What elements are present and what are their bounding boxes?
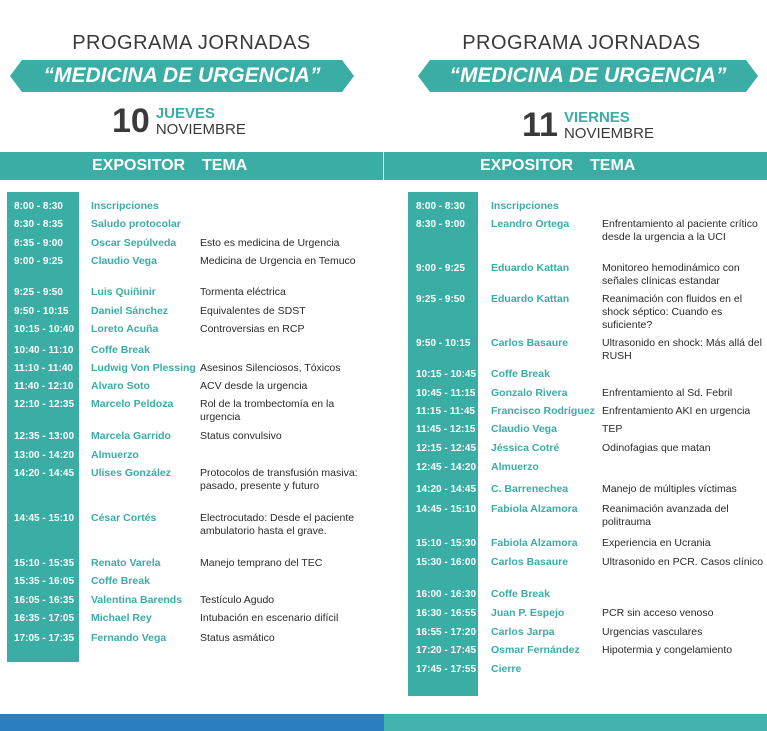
time-slot: 11:10 - 11:40 — [14, 363, 73, 374]
topic-text: Rol de la trombectomía en la urgencia — [200, 398, 335, 423]
topic-text: TEP — [602, 423, 623, 435]
day-label — [112, 102, 246, 141]
topic-text: PCR sin acceso venoso — [602, 607, 714, 619]
topic-text: Controversias en RCP — [200, 323, 305, 335]
time-slot: 16:55 - 17:20 — [416, 627, 477, 638]
day-number: 11 — [522, 106, 558, 144]
speaker-name: Valentina Barends — [91, 594, 183, 606]
speaker-name: Jéssica Cotré — [491, 442, 560, 454]
speaker-name: Carlos Basaure — [491, 556, 569, 568]
time-slot: 16:35 - 17:05 — [14, 613, 75, 624]
time-slot: 10:15 - 10:45 — [416, 369, 477, 380]
speaker-name: Oscar Sepúlveda — [91, 237, 177, 249]
time-slot: 8:00 - 8:30 — [14, 201, 63, 212]
time-slot: 9:25 - 9:50 — [14, 287, 63, 298]
time-slot: 10:40 - 11:10 — [14, 345, 74, 356]
time-slot: 10:45 - 11:15 — [416, 388, 476, 399]
time-slot: 11:15 - 11:45 — [416, 406, 475, 417]
speaker-name: Eduardo Kattan — [491, 262, 570, 274]
speaker-name: Daniel Sánchez — [91, 305, 169, 317]
topic-text: Asesinos Silenciosos, Tóxicos — [200, 362, 341, 374]
event-banner: “MEDICINA DE URGENCIA” — [22, 60, 342, 92]
time-slot: 15:10 - 15:30 — [416, 538, 477, 549]
time-slot: 15:30 - 16:00 — [416, 557, 477, 568]
speaker-name: Coffe Break — [491, 588, 550, 600]
speaker-name: Ulises González — [91, 467, 171, 479]
speaker-name: Claudio Vega — [91, 255, 157, 267]
time-slot: 14:20 - 14:45 — [14, 468, 75, 479]
day-1-header — [0, 0, 383, 150]
col-speaker-header: EXPOSITOR — [92, 157, 186, 174]
speaker-name: Gonzalo Rivera — [491, 387, 568, 399]
time-slot: 9:00 - 9:25 — [416, 263, 465, 274]
time-slot: 16:00 - 16:30 — [416, 589, 477, 600]
topic-text: Tormenta eléctrica — [200, 286, 286, 298]
time-slot: 9:00 - 9:25 — [14, 256, 63, 267]
time-slot: 12:10 - 12:35 — [14, 399, 75, 410]
speaker-name: Almuerzo — [491, 461, 539, 473]
speaker-name: Claudio Vega — [491, 423, 557, 435]
topic-text: Ultrasonido en shock: Más allá del RUSH — [602, 337, 762, 362]
time-slot: 14:45 - 15:10 — [14, 513, 75, 524]
topic-text: Esto es medicina de Urgencia — [200, 237, 340, 249]
day-number: 10 — [112, 102, 150, 140]
speaker-name: Cierre — [491, 663, 522, 675]
speaker-name: Marcelo Peldoza — [91, 398, 174, 410]
col-topic-header: TEMA — [590, 157, 636, 174]
topic-text: Status asmático — [200, 632, 275, 644]
time-slot: 8:30 - 8:35 — [14, 219, 63, 230]
topic-text: Monitoreo hemodinámico con señales clínicas estandar — [602, 262, 740, 287]
month-name: NOVIEMBRE — [563, 124, 654, 142]
time-slot: 17:45 - 17:55 — [416, 664, 477, 675]
time-slot: 10:15 - 10:40 — [14, 324, 75, 335]
topic-text: Equivalentes de SDST — [200, 305, 306, 317]
time-slot: 8:00 - 8:30 — [416, 201, 465, 212]
topic-text: Hipotermia y congelamiento — [602, 644, 733, 656]
day-name: JUEVES — [155, 104, 216, 122]
topic-text: Status convulsivo — [200, 430, 282, 442]
topic-text: Testículo Agudo — [200, 594, 275, 606]
speaker-name: Loreto Acuña — [91, 323, 159, 335]
time-slot: 12:35 - 13:00 — [14, 431, 75, 442]
speaker-name: Inscripciones — [91, 200, 159, 212]
speaker-name: Fernando Vega — [91, 632, 167, 644]
speaker-name: C. Barrenechea — [491, 483, 569, 495]
speaker-name: Saludo protocolar — [91, 218, 181, 230]
topic-text: Enfrentamiento al Sd. Febril — [602, 387, 733, 399]
speaker-name: Almuerzo — [91, 449, 139, 461]
day-2-schedule — [384, 0, 767, 675]
time-slot: 11:45 - 12:15 — [416, 424, 476, 435]
topic-text: Ultrasonido en PCR. Casos clínico — [602, 556, 764, 568]
col-speaker-header: EXPOSITOR — [480, 157, 574, 174]
speaker-name: Marcela Garrido — [91, 430, 171, 442]
speaker-name: Osmar Fernández — [491, 644, 580, 656]
topic-text: Electrocutado: Desde el paciente ambulatorio hasta el grave. — [200, 512, 355, 537]
time-slot: 9:50 - 10:15 — [416, 338, 471, 349]
time-slot: 12:15 - 12:45 — [416, 443, 477, 454]
topic-text: ACV desde la urgencia — [200, 380, 308, 392]
time-slot: 11:40 - 12:10 — [14, 381, 74, 392]
speaker-name: Juan P. Espejo — [491, 607, 565, 619]
speaker-name: Francisco Rodríguez — [491, 405, 595, 417]
topic-text: Enfrentamiento AKI en urgencia — [602, 405, 751, 417]
speaker-name: Carlos Basaure — [491, 337, 569, 349]
time-slot: 9:50 - 10:15 — [14, 306, 69, 317]
time-slot: 8:35 - 9:00 — [14, 238, 63, 249]
time-slot: 17:05 - 17:35 — [14, 633, 75, 644]
speaker-name: Alvaro Soto — [91, 380, 150, 392]
topic-text: Experiencia en Ucrania — [602, 537, 711, 549]
time-slot: 14:20 - 14:45 — [416, 484, 477, 495]
speaker-name: Luis Quiñinir — [91, 286, 156, 298]
time-slot: 15:35 - 16:05 — [14, 576, 75, 587]
time-slot: 17:20 - 17:45 — [416, 645, 477, 656]
time-slot: 14:45 - 15:10 — [416, 504, 477, 515]
speaker-name: Coffe Break — [491, 368, 550, 380]
topic-text: Enfrentamiento al paciente crítico desde la urgencia a la UCI — [602, 218, 758, 243]
topic-text: Urgencias vasculares — [602, 626, 703, 638]
event-banner: “MEDICINA DE URGENCIA” — [430, 60, 746, 92]
time-slot: 13:00 - 14:20 — [14, 450, 75, 461]
time-slot: 15:10 - 15:35 — [14, 558, 75, 569]
column-header-bar — [384, 152, 767, 180]
topic-text: Intubación en escenario difícil — [200, 612, 339, 624]
speaker-name: César Cortés — [91, 512, 157, 524]
topic-text: Manejo de múltiples víctimas — [602, 483, 737, 495]
program-title: PROGRAMA JORNADAS — [462, 32, 701, 54]
speaker-name: Michael Rey — [91, 612, 152, 624]
time-slot: 9:25 - 9:50 — [416, 294, 465, 305]
topic-text: Reanimación con fluidos en el shock séptico: Cuando es suficiente? — [602, 293, 743, 331]
topic-text: Reanimación avanzada del politrauma — [602, 503, 729, 528]
day-name: VIERNES — [563, 108, 630, 126]
topic-text: Manejo temprano del TEC — [200, 557, 323, 569]
day-2-header — [384, 0, 767, 150]
time-slot: 16:30 - 16:55 — [416, 608, 477, 619]
speaker-name: Renato Varela — [91, 557, 161, 569]
topic-text: Medicina de Urgencia en Temuco — [200, 255, 356, 267]
topic-text: Protocolos de transfusión masiva: pasado, presente y futuro — [200, 467, 358, 492]
day-1-schedule — [0, 0, 383, 644]
speaker-name: Fabiola Alzamora — [491, 503, 578, 515]
speaker-name: Leandro Ortega — [491, 218, 570, 230]
column-header-bar — [0, 152, 383, 180]
speaker-name: Coffe Break — [91, 575, 150, 587]
time-slot: 12:45 - 14:20 — [416, 462, 477, 473]
month-name: NOVIEMBRE — [155, 120, 246, 138]
speaker-name: Ludwig Von Plessing — [91, 362, 196, 374]
col-topic-header: TEMA — [202, 157, 248, 174]
speaker-name: Eduardo Kattan — [491, 293, 570, 305]
speaker-name: Inscripciones — [491, 200, 559, 212]
time-slot: 8:30 - 9:00 — [416, 219, 465, 230]
speaker-name: Coffe Break — [91, 344, 150, 356]
speaker-name: Fabiola Alzamora — [491, 537, 578, 549]
time-slot: 16:05 - 16:35 — [14, 595, 75, 606]
footer-bar-accent — [384, 714, 767, 731]
speaker-name: Carlos Jarpa — [491, 626, 555, 638]
program-title: PROGRAMA JORNADAS — [72, 32, 311, 54]
day-label — [522, 106, 654, 145]
topic-text: Odinofagias que matan — [602, 442, 711, 454]
